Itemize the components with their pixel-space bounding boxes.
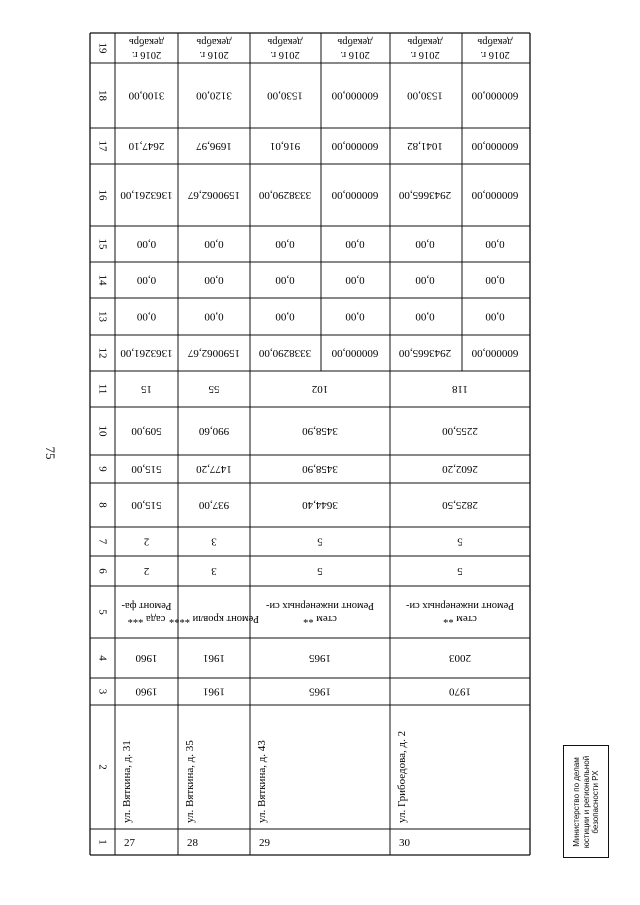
c15-cell: 0,00 (345, 238, 365, 250)
column-header: 18 (96, 90, 109, 101)
c15-cell: 0,00 (275, 238, 295, 250)
address-cell: ул. Грибоедова, д. 2 (396, 730, 408, 823)
c14-cell: 0,00 (136, 274, 157, 286)
c15-cell: 0,00 (136, 238, 157, 250)
page-number: 75 (43, 446, 58, 460)
c17-cell: 600000,00 (331, 140, 379, 152)
deadline-cell: 2016 г.декабрь (267, 36, 303, 60)
c13-cell: 0,00 (136, 310, 157, 323)
column-header: 17 (96, 140, 109, 152)
c12-cell: 600000,00 (471, 347, 519, 359)
c12-cell: 1363261,00 (120, 347, 173, 359)
column-header: 8 (96, 502, 109, 508)
c16-cell: 3338290,00 (258, 189, 312, 201)
column-header: 11 (96, 383, 109, 395)
column-header: 5 (96, 609, 109, 615)
stamp-text: Министерство по делам юстиции и региональной безопасности РХ (571, 755, 600, 848)
c15-cell: 0,00 (415, 238, 435, 250)
col8-cell: 2825,50 (442, 499, 478, 511)
col8-cell: 515,00 (131, 499, 162, 511)
c12-cell: 600000,00 (331, 347, 379, 359)
column-header: 16 (96, 189, 109, 201)
column-header: 14 (96, 274, 109, 286)
year-commission-cell: 1965 (309, 652, 331, 664)
c18-cell: 3120,00 (196, 89, 232, 102)
column-header: 12 (96, 347, 109, 359)
c18-cell: 3100,00 (128, 89, 165, 102)
c18-cell: 600000,00 (471, 89, 519, 102)
c15-cell: 0,00 (204, 238, 224, 250)
work-type-cell: стем **Ремонт инженерных си- (266, 600, 374, 624)
col10-cell: 2255,00 (442, 425, 478, 437)
col10-cell: 3458,90 (302, 425, 338, 437)
deadline-cell: 2016 г.декабрь (129, 36, 164, 60)
c16-cell: 1363261,00 (120, 189, 173, 201)
c16-cell: 600000,00 (471, 189, 519, 201)
col11-cell: 118 (451, 383, 469, 395)
c18-cell: 600000,00 (331, 89, 379, 102)
c12-cell: 3338290,00 (258, 347, 312, 359)
c17-cell: 600000,00 (471, 140, 519, 152)
c18-cell: 1530,00 (267, 89, 303, 102)
col7-cell: 3 (211, 535, 217, 548)
column-header: 4 (96, 655, 109, 661)
column-header: 1 (96, 839, 109, 845)
col11-cell: 102 (311, 383, 329, 395)
year-built-cell: 1960 (135, 685, 158, 698)
row-number: 27 (124, 837, 135, 849)
address-cell: ул. Вяткина, д. 35 (184, 740, 196, 823)
col6-cell: 5 (317, 565, 323, 577)
c14-cell: 0,00 (275, 274, 295, 286)
col7-cell: 2 (143, 535, 150, 548)
year-commission-cell: 2003 (449, 652, 471, 664)
ministry-stamp (563, 745, 609, 858)
row-number: 28 (187, 837, 198, 849)
c17-cell: 916,01 (269, 140, 301, 152)
column-header: 15 (96, 238, 109, 250)
col9-cell: 1477,20 (196, 463, 232, 475)
col7-cell: 5 (457, 535, 463, 548)
c13-cell: 0,00 (485, 310, 505, 323)
c12-cell: 1590062,67 (187, 347, 241, 359)
column-header: 13 (96, 311, 109, 322)
c18-cell: 1530,00 (407, 89, 443, 102)
work-type-cell: садa ***Ремонт фа- (121, 600, 172, 624)
deadline-cell: 2016 г.декабрь (477, 36, 513, 60)
column-header: 2 (96, 764, 109, 770)
column-header: 10 (96, 425, 109, 437)
col11-cell: 15 (141, 383, 152, 395)
address-cell: ул. Вяткина, д. 43 (256, 740, 268, 823)
c15-cell: 0,00 (485, 238, 505, 250)
year-built-cell: 1965 (309, 685, 331, 698)
c14-cell: 0,00 (204, 274, 224, 286)
column-header: 19 (96, 42, 109, 54)
c16-cell: 600000,00 (331, 189, 379, 201)
c16-cell: 1590062,67 (187, 189, 241, 201)
c12-cell: 2943665,00 (398, 347, 452, 359)
c13-cell: 0,00 (345, 310, 365, 323)
column-header: 9 (96, 466, 109, 472)
year-commission-cell: 1961 (203, 652, 225, 664)
c13-cell: 0,00 (275, 310, 295, 323)
col7-cell: 5 (317, 535, 323, 548)
col9-cell: 3458,90 (302, 463, 338, 475)
c14-cell: 0,00 (415, 274, 435, 286)
deadline-cell: 2016 г.декабрь (407, 36, 443, 60)
col11-cell: 55 (208, 383, 220, 395)
c17-cell: 1696,97 (196, 140, 232, 152)
c14-cell: 0,00 (345, 274, 365, 286)
col6-cell: 5 (457, 565, 463, 577)
row-number: 29 (259, 837, 270, 849)
c17-cell: 1041,82 (407, 140, 443, 152)
c13-cell: 0,00 (204, 310, 224, 323)
c17-cell: 2647,10 (128, 140, 165, 152)
year-built-cell: 1970 (449, 685, 471, 698)
col9-cell: 515,00 (131, 463, 162, 475)
col10-cell: 990,60 (198, 425, 230, 437)
column-header: 7 (96, 538, 109, 545)
col9-cell: 2602,20 (442, 463, 478, 475)
c14-cell: 0,00 (485, 274, 505, 286)
year-built-cell: 1961 (203, 685, 225, 698)
col8-cell: 937,00 (198, 499, 230, 511)
col10-cell: 509,00 (131, 425, 162, 437)
address-cell: ул. Вяткина, д. 31 (121, 740, 133, 823)
c16-cell: 2943665,00 (398, 189, 452, 201)
col6-cell: 2 (143, 565, 150, 577)
column-header: 6 (96, 568, 109, 574)
work-type-cell: стем **Ремонт инженерных си- (406, 600, 514, 624)
row-number: 30 (399, 837, 410, 849)
col8-cell: 3644,40 (302, 499, 338, 511)
year-commission-cell: 1960 (135, 652, 158, 664)
work-type-cell: Ремонт кровли **** (169, 613, 259, 624)
c13-cell: 0,00 (415, 310, 435, 323)
column-header: 3 (96, 688, 109, 695)
deadline-cell: 2016 г.декабрь (196, 36, 232, 60)
deadline-cell: 2016 г.декабрь (337, 36, 373, 60)
col6-cell: 3 (211, 565, 217, 577)
